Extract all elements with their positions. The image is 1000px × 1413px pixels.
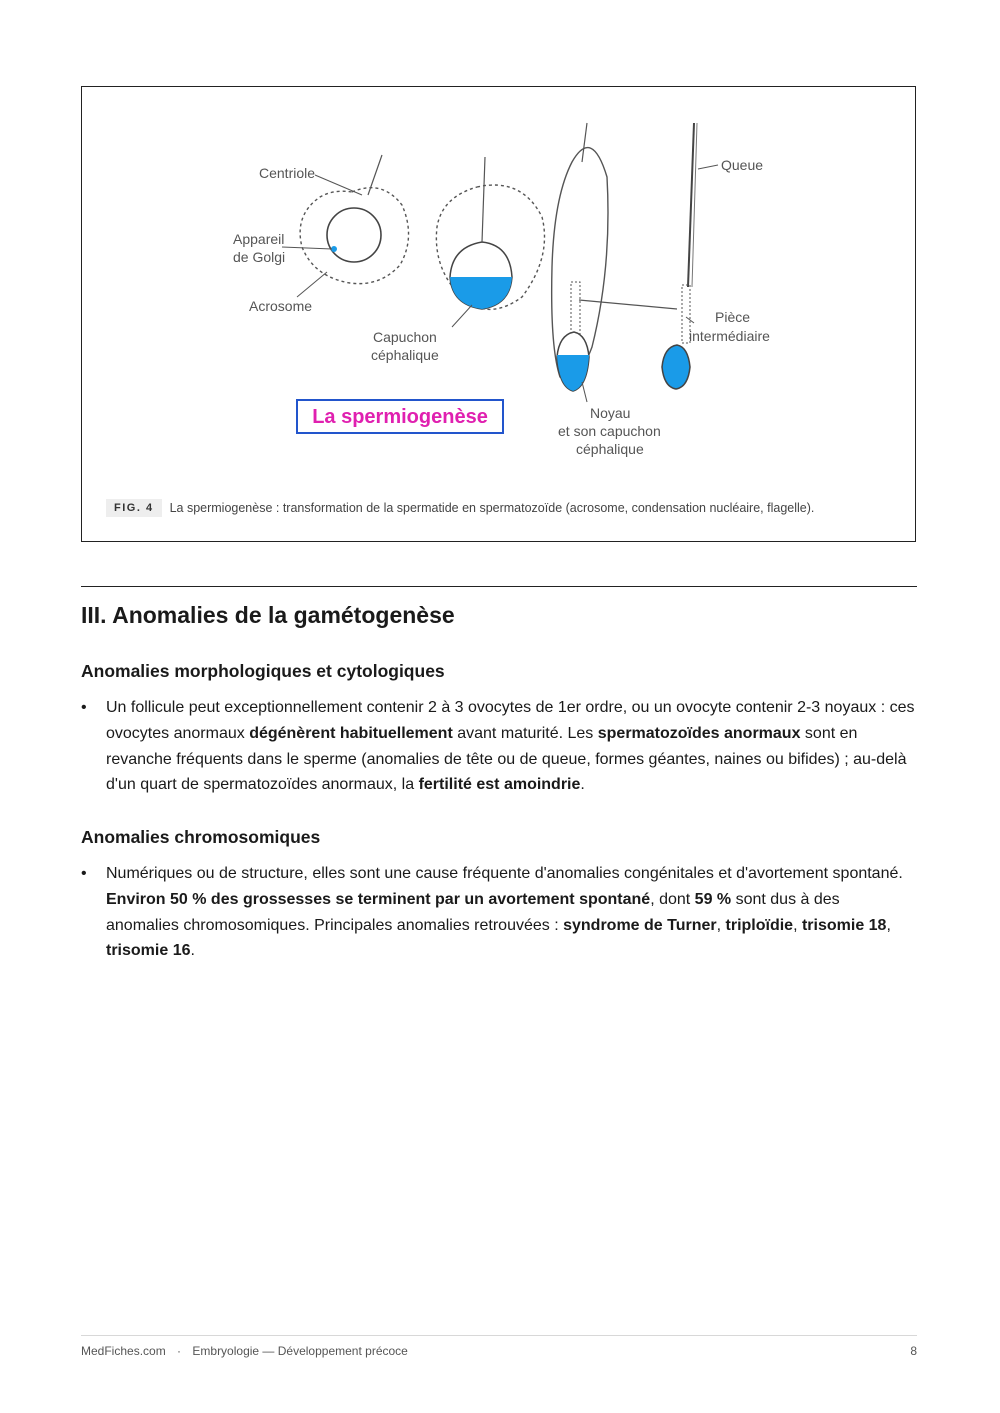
label-capuchon: Capuchon: [373, 329, 437, 345]
spermatid-capuchon-cell: [436, 157, 544, 327]
figure-box: [81, 86, 916, 542]
diagram-title: La spermiogenèse: [312, 406, 488, 428]
bullet-chromosomal: [81, 861, 917, 964]
label-et-son-capuchon: et son capuchon: [558, 423, 661, 439]
label-noyau: Noyau: [590, 405, 631, 421]
figure-tag: FIG. 4: [106, 499, 162, 517]
spermiogenesis-diagram: [82, 87, 915, 487]
footer-divider: [81, 1335, 917, 1336]
figure-caption: [106, 499, 814, 517]
label-appareil: Appareil: [233, 231, 285, 247]
label-cephalique-2: céphalique: [576, 441, 644, 457]
footer-site: MedFiches.com: [81, 1344, 166, 1358]
subheading-morphological: Anomalies morphologiques et cytologiques: [81, 661, 445, 681]
bullet-text: Un follicule peut exceptionnellement contenir 2 à 3 ovocytes de 1er ordre, ou un ovocyte contenir 2-3 noyaux : ces ovocytes anormaux dégénèrent habituellement avant maturité. Les spermatozoïdes anormaux sont en revanche fréquents dans le sperme (anomalies de tête ou de queue, formes géantes, naines ou bifides) ; au-delà d'un quart de spermatozoïdes anormaux, la fertilité est amoindrie.: [106, 699, 915, 794]
footer-separator: ·: [177, 1344, 182, 1358]
footer-course: Embryologie — Développement précoce: [192, 1344, 408, 1358]
label-de-golgi: de Golgi: [233, 249, 286, 265]
footer-left: [81, 1344, 408, 1358]
bullet-dot: •: [81, 865, 87, 882]
bullet-dot: •: [81, 699, 87, 716]
spermatozoon-cell: [662, 123, 718, 389]
section-divider: [81, 586, 917, 587]
label-piece: Pièce: [715, 309, 751, 325]
bullet-morphological: [81, 695, 917, 798]
footer-page-number: 8: [910, 1344, 917, 1358]
label-cephalique: céphalique: [371, 347, 439, 363]
spermatid-elongating-cell: [552, 123, 677, 391]
label-centriole: Centriole: [259, 165, 316, 181]
section-title: III. Anomalies de la gamétogenèse: [81, 602, 455, 628]
label-intermediaire: intermédiaire: [689, 328, 770, 344]
figure-caption-text: La spermiogenèse : transformation de la spermatide en spermatozoïde (acrosome, condensation nucléaire, flagelle).: [169, 501, 815, 515]
subheading-chromosomal: Anomalies chromosomiques: [81, 827, 321, 847]
label-queue: Queue: [721, 157, 764, 173]
label-acrosome: Acrosome: [249, 298, 313, 314]
bullet-text: Numériques ou de structure, elles sont une cause fréquente d'anomalies congénitales et d'avortement spontané. Environ 50 % des grossesses se terminent par un avortement spontané, dont 59 % sont dus à des anomalies chromosomiques. Principales anomalies retrouvées : syndrome de Turner, triploïdie, trisomie 18, trisomie 16.: [106, 865, 903, 960]
